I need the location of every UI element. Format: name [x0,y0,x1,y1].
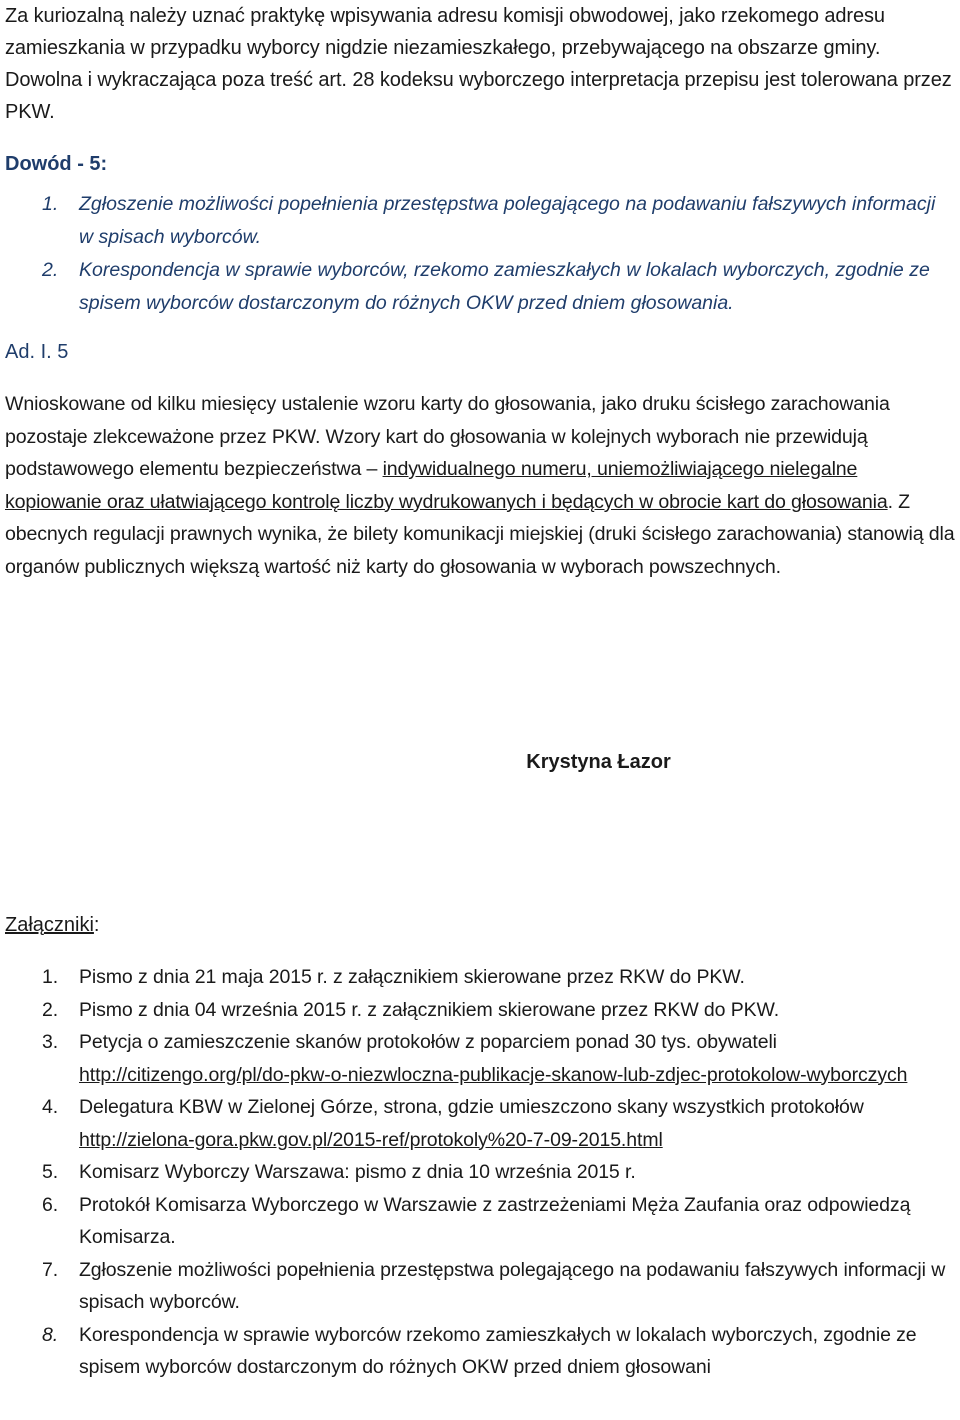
attachment-item-text: Komisarz Wyborczy Warszawa: pismo z dnia 10 września 2015 r. [79,1161,636,1183]
attachment-item-number: 6. [42,1193,59,1216]
attachment-link[interactable]: http://zielona-gora.pkw.gov.pl/2015-ref/protokoly%20-7-09-2015.html [79,1128,663,1151]
evidence-item-text: Zgłoszenie możliwości popełnienia przestępstwa polegającego na podawaniu fałszywych informacji w spisach wyborców. [79,193,936,248]
attachments-list [42,961,952,1384]
attachment-item-text: Delegatura KBW w Zielonej Górze, strona, gdzie umieszczono skany wszystkich protokołów [79,1096,864,1118]
evidence-item [42,254,942,320]
attachment-item [42,1156,952,1189]
evidence-item-number: 2. [42,259,59,281]
evidence-item [42,188,942,254]
attachment-item [42,1091,952,1156]
signature: Krystyna Łazor [526,751,671,773]
body-text-underlined: indywidualnego numeru, uniemożliwiającego nielegalne kopiowanie oraz ułatwiającego kontrolę liczby wydrukowanych i będących w obrocie kart do głosowania [5,458,888,513]
attachments-title-text: Załączniki [5,914,94,936]
body-text-part1: Wnioskowane od kilku miesięcy ustalenie wzoru karty do głosowania, jako druku ścisłego zarachowania pozostaje zlekceważone przez PKW. Wzory kart do głosowania w kolejnych wyborach nie przewidują podstawowego elementu bezpieczeństwa – [5,393,890,481]
attachments-title [5,909,99,941]
section-label: Ad. I. 5 [5,341,69,363]
evidence-list [42,188,942,320]
attachment-item-number: 2. [42,998,59,1021]
attachment-item [42,1189,952,1254]
body-paragraph [5,388,957,584]
evidence-item-text: Korespondencja w sprawie wyborców, rzekomo zamieszkałych w lokalach wyborczych, zgodnie ze spisem wyborców dostarczonym do różnych OKW przed dniem głosowania. [79,259,930,314]
evidence-heading: Dowód - 5: [5,153,108,175]
attachment-item-text: Korespondencja w sprawie wyborców rzekomo zamieszkałych w lokalach wyborczych, zgodnie ze spisem wyborców dostarczonym do różnych OKW przed dniem głosowani [79,1323,917,1378]
evidence-item-number: 1. [42,193,59,215]
attachment-item-number: 1. [42,966,59,988]
attachment-item [42,994,952,1027]
attachment-item-text: Petycja o zamieszczenie skanów protokołów z poparciem ponad 30 tys. obywateli [79,1031,777,1053]
attachment-item [42,961,952,994]
attachment-item-number: 5. [42,1161,59,1183]
attachment-item-number: 8. [42,1323,59,1346]
attachment-item [42,1026,952,1091]
intro-paragraph: Za kuriozalną należy uznać praktykę wpisywania adresu komisji obwodowej, jako rzekomego adresu zamieszkania w przypadku wyborcy nigdzie niezamieszkałego, przebywającego na obszarze gminy. Dowolna i wykraczająca poza treść art. 28 kodeksu wyborczego interpretacja przepisu jest tolerowana przez PKW. [5,5,952,123]
attachment-item-number: 3. [42,1031,59,1053]
attachment-item [42,1254,952,1319]
attachment-item-text: Protokół Komisarza Wyborczego w Warszawie z zastrzeżeniami Męża Zaufania oraz odpowiedzą Komisarza. [79,1193,911,1248]
attachment-item [42,1319,952,1384]
body-text-part2: . Z obecnych regulacji prawnych wynika, że bilety komunikacji miejskiej (druki ścisłego zarachowania) stanowią dla organów publicznych większą wartość niż karty do głosowania w wyborach powszechnych. [5,490,955,578]
attachments-title-colon: : [93,914,100,936]
attachment-item-number: 4. [42,1096,59,1118]
attachment-item-text: Pismo z dnia 04 września 2015 r. z załącznikiem skierowane przez RKW do PKW. [79,998,780,1021]
attachment-item-text: Pismo z dnia 21 maja 2015 r. z załącznikiem skierowane przez RKW do PKW. [79,966,745,988]
attachment-item-text: Zgłoszenie możliwości popełnienia przestępstwa polegającego na podawaniu fałszywych informacji w spisach wyborców. [79,1258,946,1313]
attachment-item-number: 7. [42,1258,59,1281]
attachment-link[interactable]: http://citizengo.org/pl/do-pkw-o-niezwloczna-publikacje-skanow-lub-zdjec-protokolow-wyborczych [79,1063,908,1086]
